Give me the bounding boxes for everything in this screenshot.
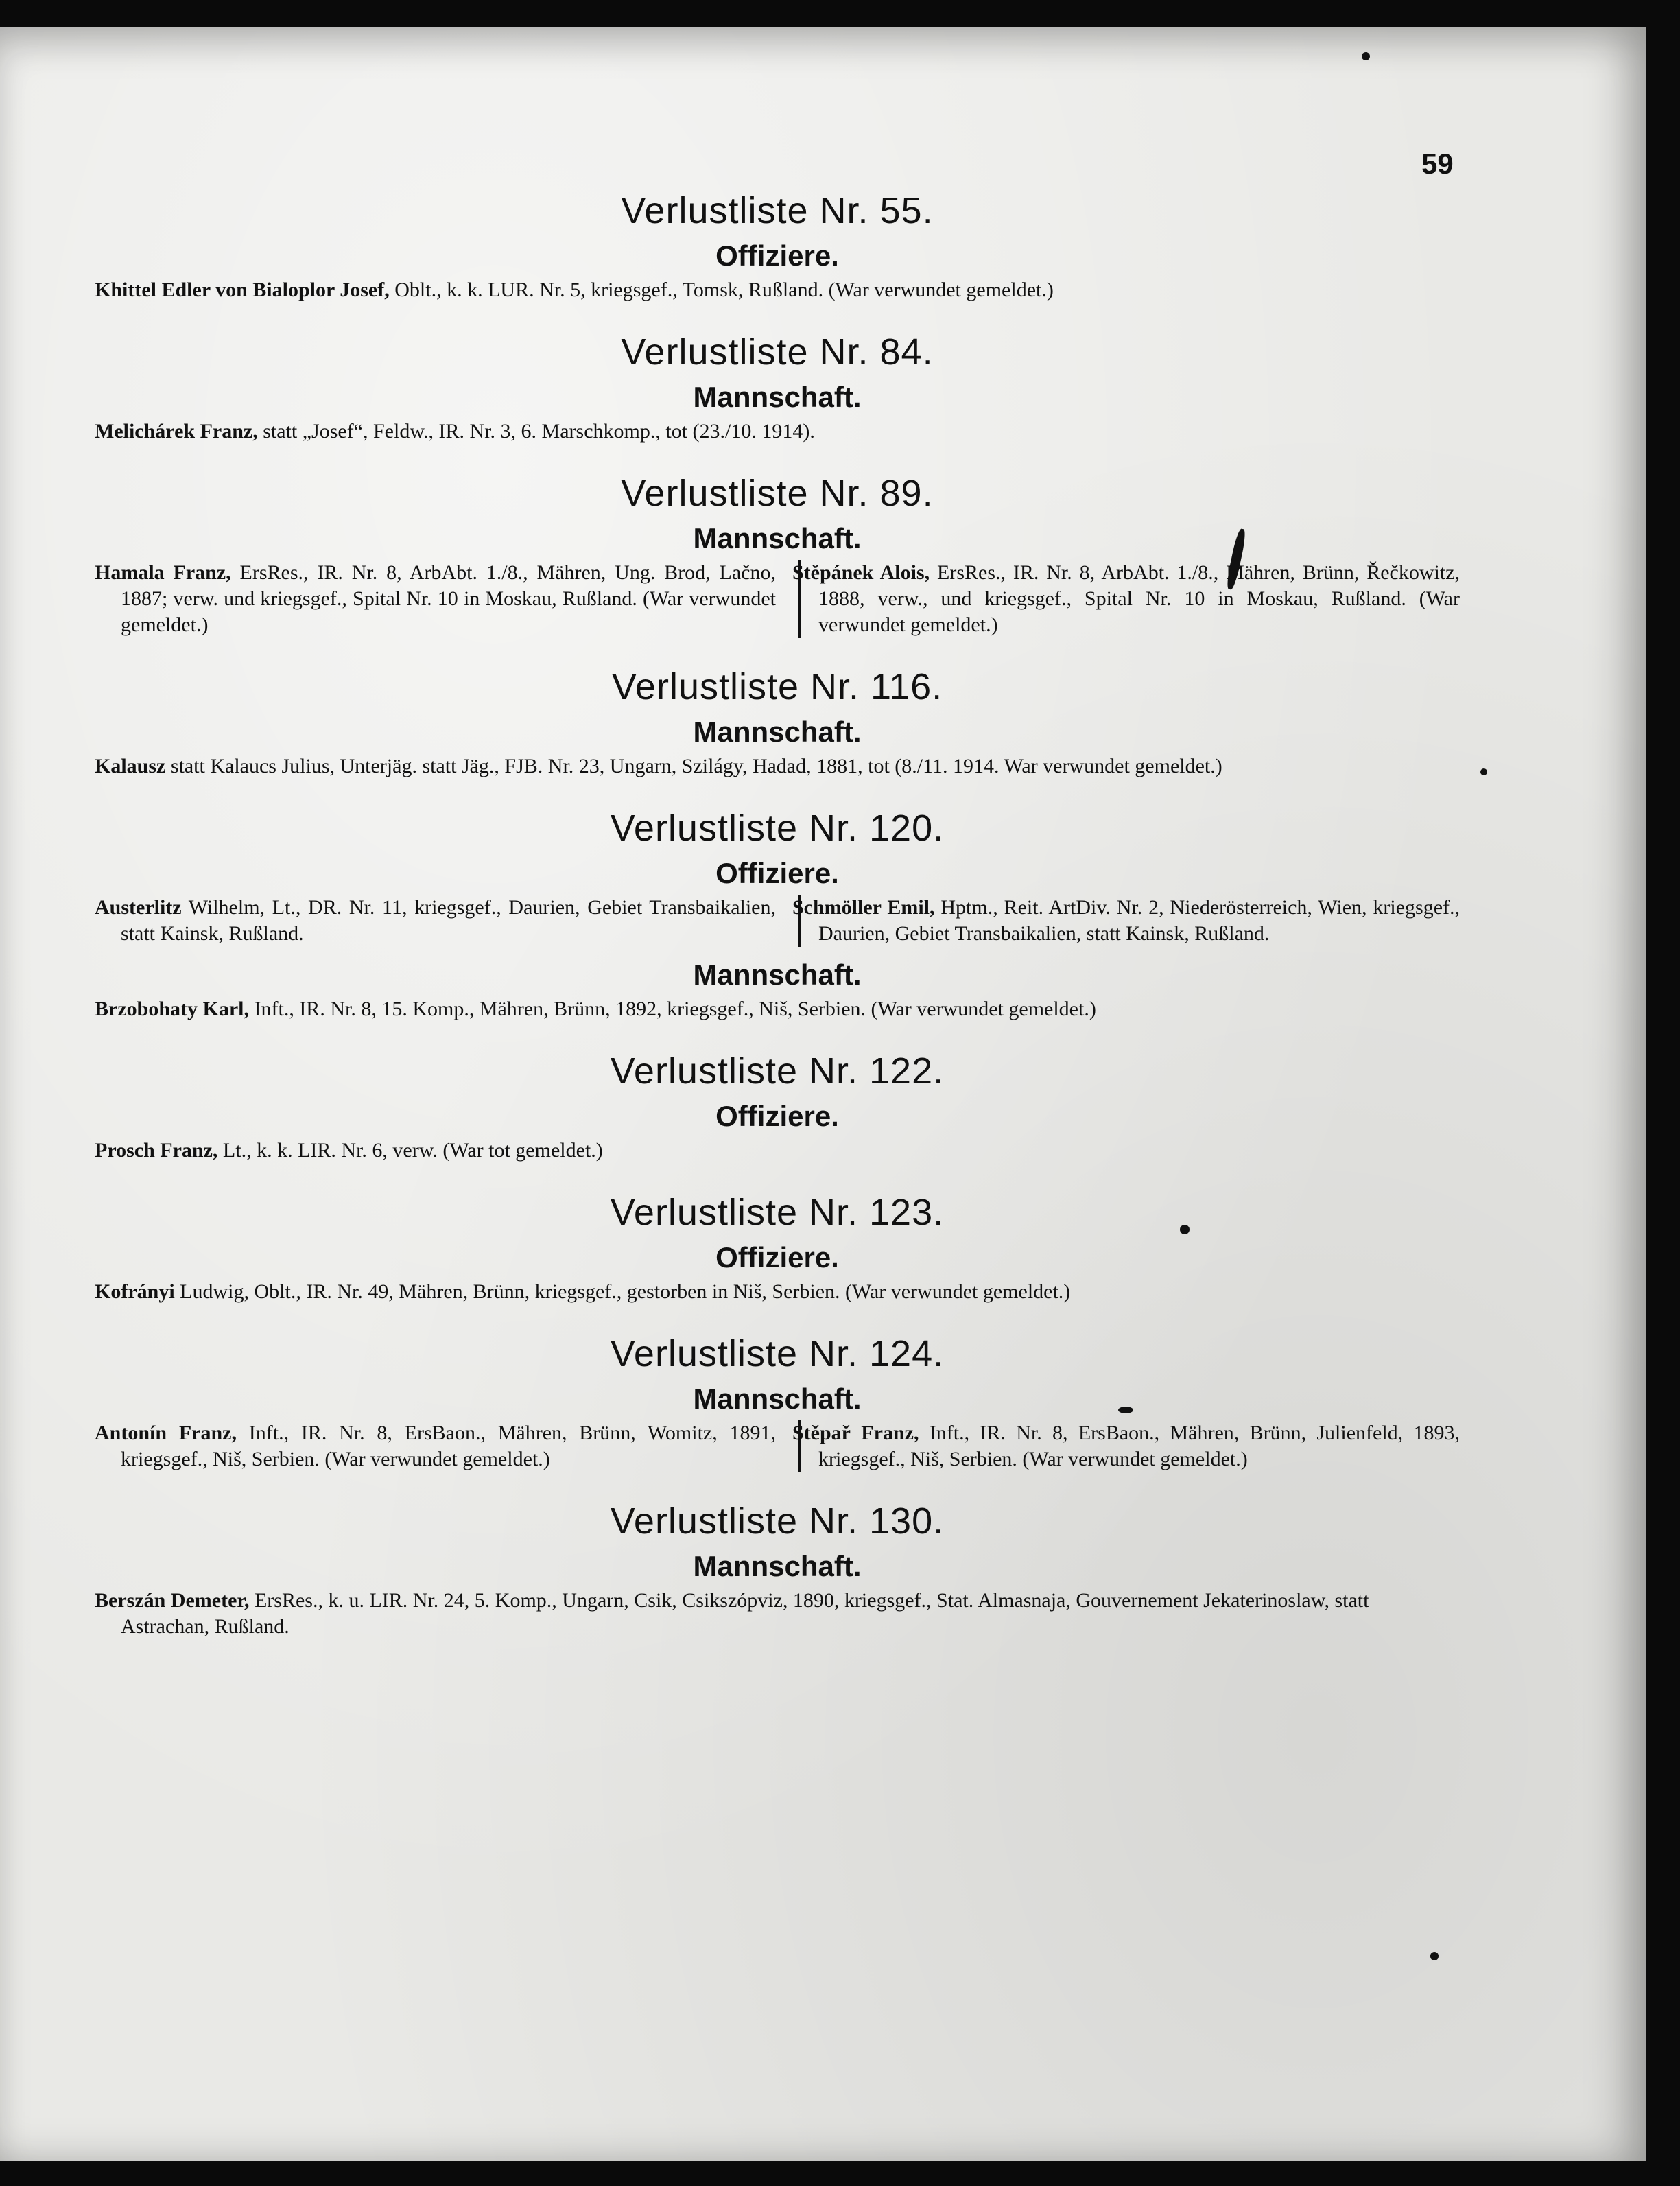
entry-text: Inft., IR. Nr. 8, 15. Komp., Mähren, Brünn, 1892, kriegsgef., Niš, Serbien. (War verwundet gemeldet.) [254,998,1096,1020]
entry-name: Berszán Demeter, [95,1589,250,1612]
section-verlustliste-124 [95,1330,1460,1472]
section-verlustliste-120 [95,804,1460,1022]
group-heading: Offiziere. [715,1100,839,1132]
list-entry-right [792,895,1460,947]
section-title: Verlustliste Nr. 130. [610,1501,945,1542]
section-title: Verlustliste Nr. 123. [610,1192,945,1233]
entry-text: statt „Josef“, Feldw., IR. Nr. 3, 6. Marschkomp., tot (23./10. 1914). [263,420,815,443]
two-column-entries [95,560,1460,638]
entry-name: Hamala Franz, [95,561,231,584]
group-heading: Mannschaft. [693,522,862,554]
entry-name: Khittel Edler von Bialoplor Josef, [95,279,390,301]
entry-name: Antonín Franz, [95,1422,237,1444]
group-heading: Mannschaft. [693,959,862,991]
section-verlustliste-123 [95,1188,1460,1305]
document-body [95,187,1460,1640]
group-heading: Offiziere. [715,1241,839,1273]
scan-speck [1430,1952,1439,1960]
section-title: Verlustliste Nr. 55. [621,190,934,231]
list-entry [95,419,1460,445]
section-verlustliste-130 [95,1497,1460,1640]
entry-text: Inft., IR. Nr. 8, ErsBaon., Mähren, Brünn, Julienfeld, 1893, kriegsgef., Niš, Serbien. (War verwundet gemeldet.) [818,1422,1460,1470]
section-title: Verlustliste Nr. 116. [611,666,943,707]
entry-text: Lt., k. k. LIR. Nr. 6, verw. (War tot gemeldet.) [222,1139,603,1162]
list-entry-left [95,560,776,638]
list-entry [95,277,1460,303]
entry-name: Stěpánek Alois, [792,561,930,584]
group-heading: Offiziere. [715,239,839,272]
list-entry [95,753,1460,779]
entry-name: Austerlitz [95,896,182,919]
scan-speck [1480,768,1487,775]
section-verlustliste-55 [95,187,1460,303]
list-entry [95,1138,1460,1164]
entry-text: ErsRes., k. u. LIR. Nr. 24, 5. Komp., Ungarn, Csik, Csikszópviz, 1890, kriegsgef., Stat. Almasnaja, Gouvernement Jekaterinoslaw, statt Astrachan, Rußland. [121,1589,1369,1638]
entry-name: Brzobohaty Karl, [95,998,249,1020]
scanned-page [0,27,1646,2161]
entry-text: Wilhelm, Lt., DR. Nr. 11, kriegsgef., Daurien, Gebiet Transbaikalien, statt Kainsk, Rußland. [121,896,776,945]
section-title: Verlustliste Nr. 122. [610,1050,945,1092]
group-heading: Offiziere. [715,857,839,889]
entry-text: Hptm., Reit. ArtDiv. Nr. 2, Niederösterreich, Wien, kriegsgef., Daurien, Gebiet Transbaikalien, statt Kainsk, Rußland. [818,896,1460,945]
list-entry-right [792,1420,1460,1472]
entry-name: Prosch Franz, [95,1139,218,1162]
entry-name: Kofrányi [95,1280,175,1303]
page-number: 59 [1421,148,1454,180]
two-column-entries [95,1420,1460,1472]
entry-text: statt Kalaucs Julius, Unterjäg. statt Jäg., FJB. Nr. 23, Ungarn, Szilágy, Hadad, 1881, tot (8./11. 1914. War verwundet gemeldet.) [170,755,1222,777]
entry-text: Inft., IR. Nr. 8, ErsBaon., Mähren, Brünn, Womitz, 1891, kriegsgef., Niš, Serbien. (War verwundet gemeldet.) [121,1422,777,1470]
group-heading: Mannschaft. [693,1383,862,1415]
two-column-entries [95,895,1460,947]
section-title: Verlustliste Nr. 124. [610,1333,945,1374]
entry-name: Schmöller Emil, [792,896,935,919]
group-heading: Mannschaft. [693,716,862,748]
entry-text: Oblt., k. k. LUR. Nr. 5, kriegsgef., Tomsk, Rußland. (War verwundet gemeldet.) [394,279,1054,301]
section-verlustliste-116 [95,663,1460,779]
section-title: Verlustliste Nr. 89. [621,473,934,514]
entry-name: Melichárek Franz, [95,420,258,443]
list-entry-right [792,560,1460,638]
section-verlustliste-122 [95,1047,1460,1164]
list-entry [95,996,1460,1022]
entry-text: ErsRes., IR. Nr. 8, ArbAbt. 1./8., Mähren, Ung. Brod, Lačno, 1887; verw. und kriegsgef., Spital Nr. 10 in Moskau, Rußland. (War verwundet gemeldet.) [121,561,776,636]
section-title: Verlustliste Nr. 84. [621,331,934,373]
entry-text: Ludwig, Oblt., IR. Nr. 49, Mähren, Brünn, kriegsgef., gestorben in Niš, Serbien. (War verwundet gemeldet.) [180,1280,1071,1303]
entry-text: ErsRes., IR. Nr. 8, ArbAbt. 1./8., Mähren, Brünn, Řečkowitz, 1888, verw., und kriegsgef., Spital Nr. 10 in Moskau, Rußland. (War verwundet gemeldet.) [818,561,1460,636]
section-verlustliste-84 [95,328,1460,445]
list-entry [95,1279,1460,1305]
group-heading: Mannschaft. [693,1550,862,1582]
scan-speck [1362,52,1370,60]
group-heading: Mannschaft. [693,381,862,413]
section-title: Verlustliste Nr. 120. [610,808,945,849]
section-verlustliste-89 [95,469,1460,638]
entry-name: Stěpař Franz, [792,1422,919,1444]
list-entry-left [95,895,776,947]
list-entry-left [95,1420,776,1472]
entry-name: Kalausz [95,755,166,777]
list-entry [95,1588,1460,1640]
